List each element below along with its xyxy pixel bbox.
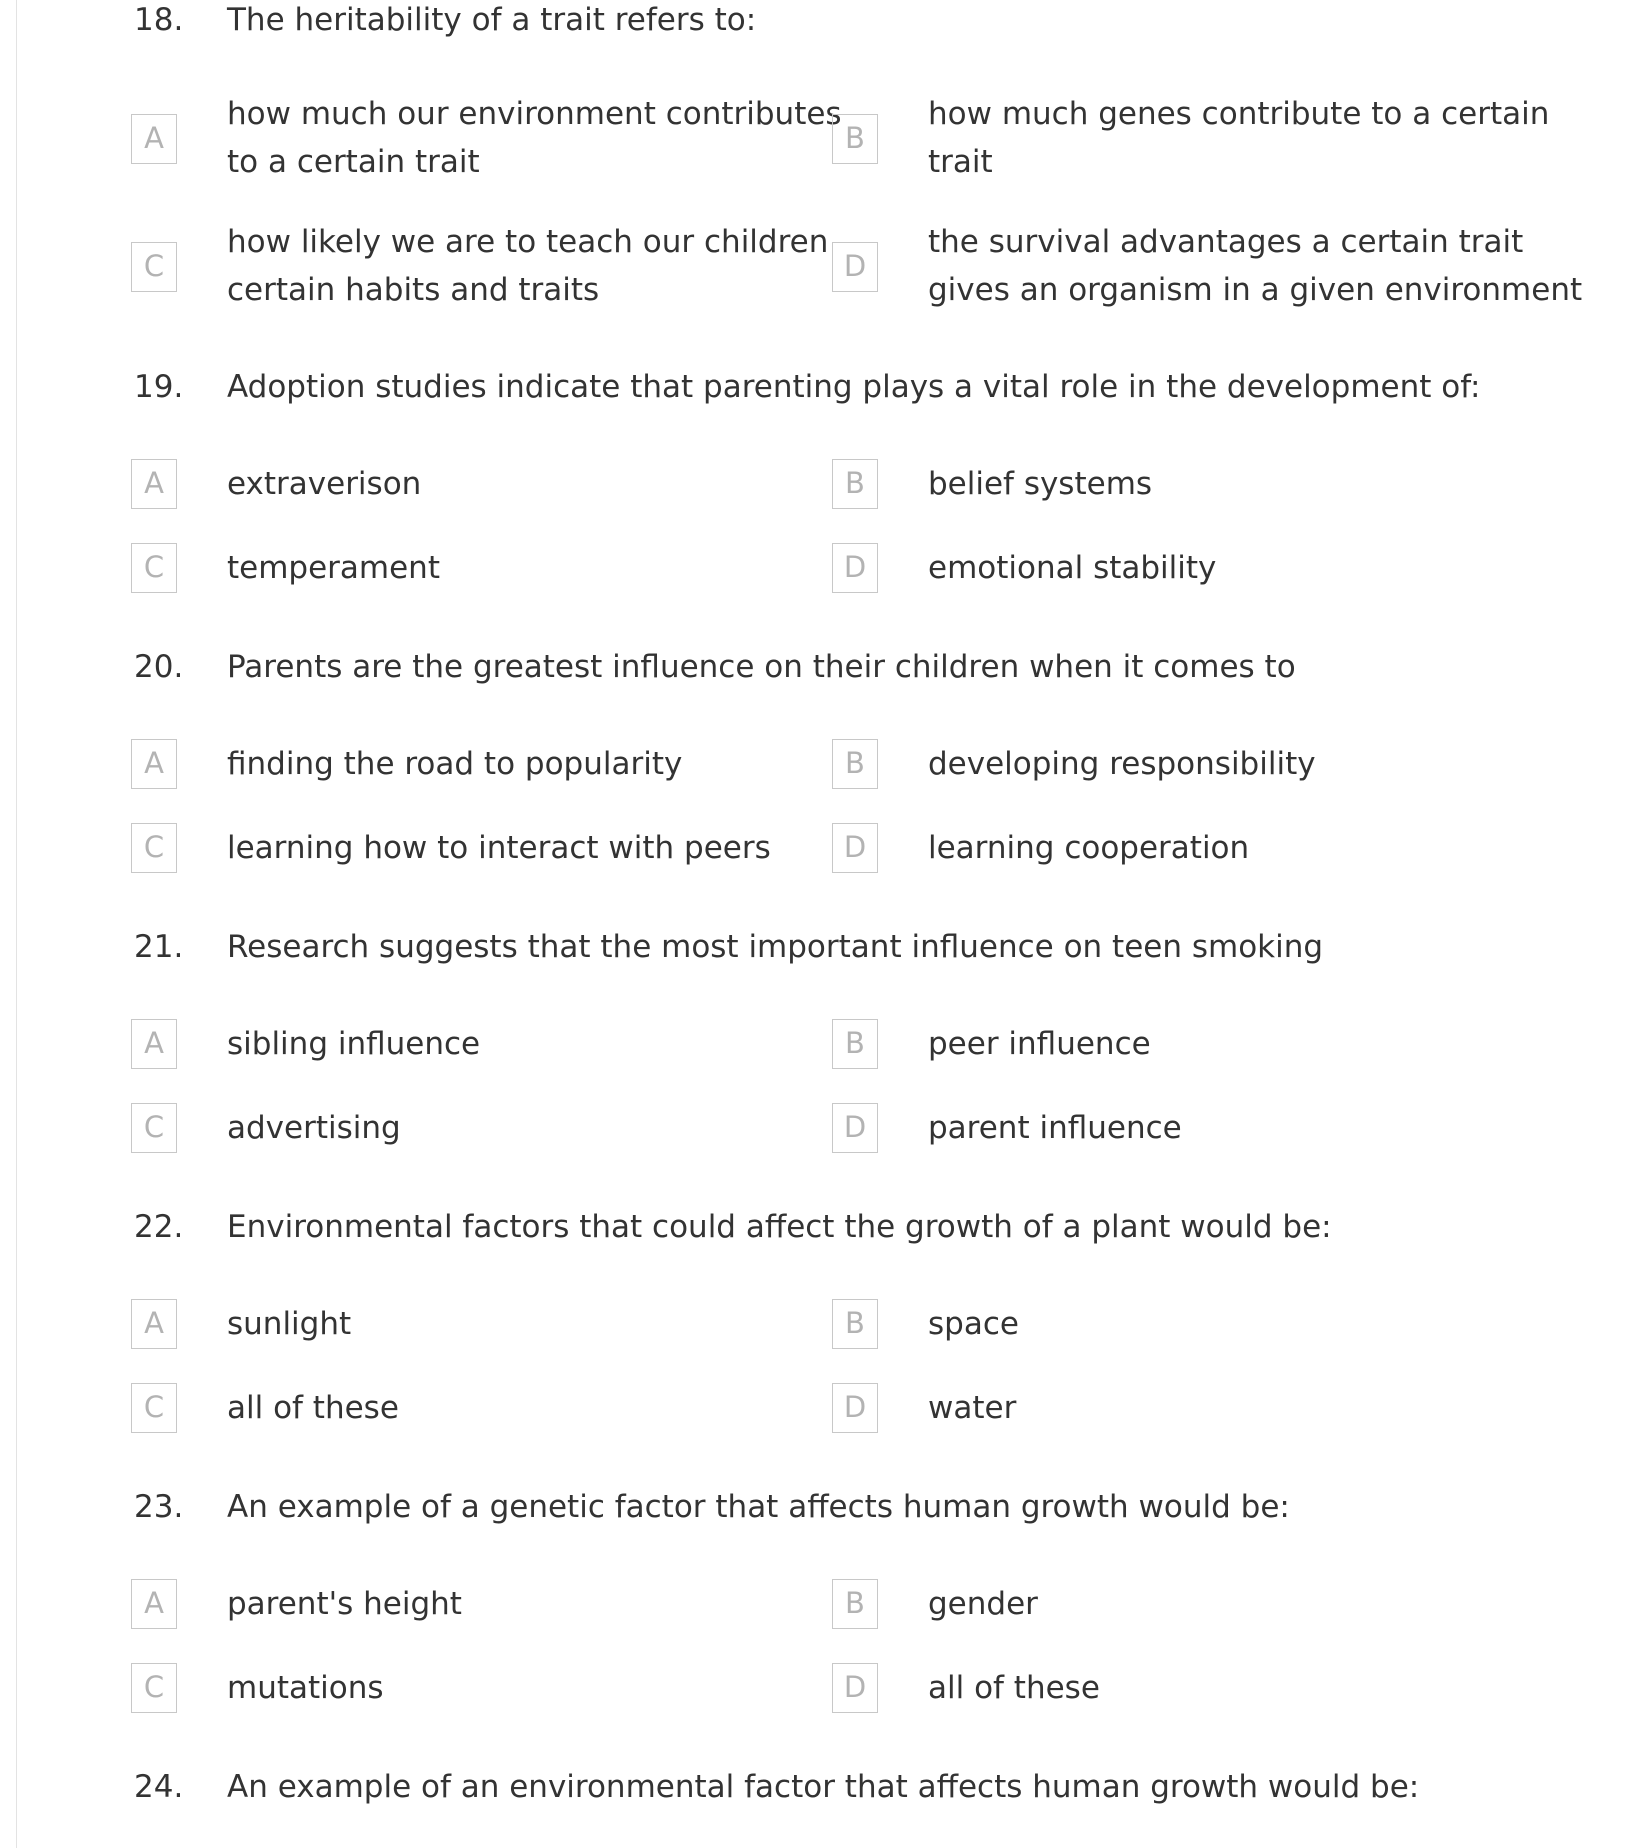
option-letter-box[interactable]: B [832, 739, 878, 789]
option-text[interactable]: gender [928, 1586, 1038, 1622]
question-text: Research suggests that the most important influence on teen smoking [227, 929, 1324, 965]
option-letter-box[interactable]: A [131, 459, 177, 509]
option-text[interactable]: sunlight [227, 1306, 352, 1342]
option-letter-box[interactable]: C [131, 1383, 177, 1433]
option-letter-box[interactable]: C [131, 543, 177, 593]
question-text: The heritability of a trait refers to: [227, 2, 757, 38]
question-text: Parents are the greatest influence on their children when it comes to [227, 649, 1296, 685]
option-text-line[interactable]: the survival advantages a certain trait [928, 224, 1524, 260]
option-text[interactable]: water [928, 1390, 1017, 1426]
option-letter-box[interactable]: A [131, 1299, 177, 1349]
question-number: 21. [134, 929, 184, 965]
question-text: An example of an environmental factor that affects human growth would be: [227, 1769, 1420, 1805]
option-letter-box[interactable]: B [832, 1579, 878, 1629]
option-text-line[interactable]: to a certain trait [227, 144, 480, 180]
question-20 [0, 647, 1636, 707]
option-text[interactable]: space [928, 1306, 1019, 1342]
option-text[interactable]: belief systems [928, 466, 1153, 502]
option-letter-box[interactable]: C [131, 1103, 177, 1153]
option-text[interactable]: all of these [928, 1670, 1100, 1706]
option-text[interactable]: parent influence [928, 1110, 1182, 1146]
option-text-line[interactable]: trait [928, 144, 993, 180]
option-text-line[interactable]: how much genes contribute to a certain [928, 96, 1550, 132]
option-letter-box[interactable]: D [832, 1103, 878, 1153]
question-24 [0, 1767, 1636, 1827]
option-letter-box[interactable]: D [832, 1383, 878, 1433]
option-text[interactable]: advertising [227, 1110, 401, 1146]
question-text: An example of a genetic factor that affects human growth would be: [227, 1489, 1290, 1525]
option-letter-box[interactable]: A [131, 739, 177, 789]
question-number: 20. [134, 649, 184, 685]
option-letter-box[interactable]: B [832, 459, 878, 509]
option-text[interactable]: developing responsibility [928, 746, 1316, 782]
option-letter-box[interactable]: B [832, 1299, 878, 1349]
question-number: 22. [134, 1209, 184, 1245]
option-text-line[interactable]: gives an organism in a given environment [928, 272, 1583, 308]
option-letter-box[interactable]: D [832, 242, 878, 292]
option-letter-box[interactable]: B [832, 1019, 878, 1069]
option-text[interactable]: emotional stability [928, 550, 1217, 586]
option-text[interactable]: learning how to interact with peers [227, 830, 771, 866]
option-text[interactable]: extraverison [227, 466, 422, 502]
option-text[interactable]: sibling influence [227, 1026, 481, 1062]
option-text-line[interactable]: how likely we are to teach our children [227, 224, 829, 260]
question-number: 24. [134, 1769, 184, 1805]
option-letter-box[interactable]: C [131, 823, 177, 873]
option-text[interactable]: parent's height [227, 1586, 462, 1622]
option-letter-box[interactable]: A [131, 1019, 177, 1069]
option-text[interactable]: learning cooperation [928, 830, 1250, 866]
question-text: Environmental factors that could affect the growth of a plant would be: [227, 1209, 1332, 1245]
question-number: 19. [134, 369, 184, 405]
option-letter-box[interactable]: C [131, 242, 177, 292]
option-text[interactable]: all of these [227, 1390, 399, 1426]
question-18 [0, 0, 1636, 60]
option-text[interactable]: finding the road to popularity [227, 746, 683, 782]
option-text[interactable]: mutations [227, 1670, 384, 1706]
question-19 [0, 367, 1636, 427]
question-21 [0, 927, 1636, 987]
question-23 [0, 1487, 1636, 1547]
option-text[interactable]: peer influence [928, 1026, 1151, 1062]
option-letter-box[interactable]: D [832, 823, 878, 873]
option-letter-box[interactable]: A [131, 114, 177, 164]
option-letter-box[interactable]: C [131, 1663, 177, 1713]
question-number: 18. [134, 2, 184, 38]
option-letter-box[interactable]: D [832, 543, 878, 593]
page-left-border [16, 0, 17, 1848]
option-text-line[interactable]: how much our environment contributes [227, 96, 842, 132]
question-number: 23. [134, 1489, 184, 1525]
option-text-line[interactable]: certain habits and traits [227, 272, 600, 308]
question-text: Adoption studies indicate that parenting plays a vital role in the development of: [227, 369, 1481, 405]
option-letter-box[interactable]: A [131, 1579, 177, 1629]
option-text[interactable]: temperament [227, 550, 440, 586]
question-22 [0, 1207, 1636, 1267]
option-letter-box[interactable]: D [832, 1663, 878, 1713]
option-letter-box[interactable]: B [832, 114, 878, 164]
